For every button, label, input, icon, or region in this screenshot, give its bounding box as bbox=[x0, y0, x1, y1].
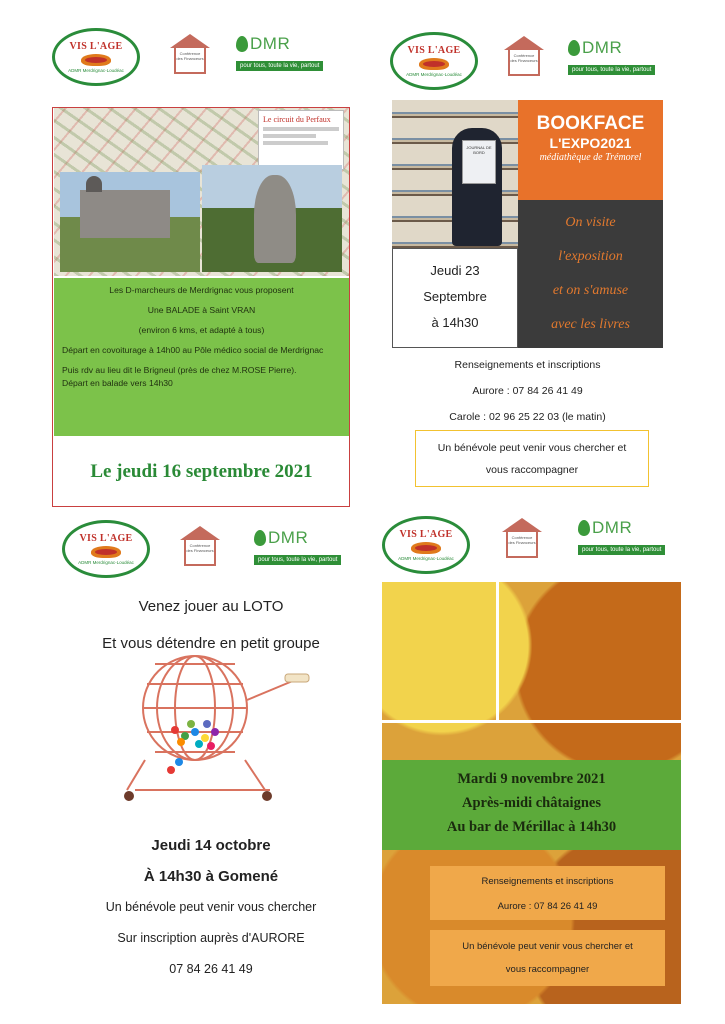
chataignes-volunteer-note: Un bénévole peut venir vous chercher et vous raccompagner bbox=[430, 930, 665, 986]
visage-logo: VIS L'AGE ADMR Merdrignac-Loudéac bbox=[390, 32, 478, 90]
flame-icon bbox=[568, 40, 580, 56]
bookface-volunteer-note: Un bénévole peut venir vous chercher et vous raccompagner bbox=[415, 430, 649, 487]
house-logo: Conférence des Financeurs bbox=[504, 36, 544, 80]
leaf-icon bbox=[81, 54, 111, 66]
visage-logo: VIS L'AGE ADMR Merdrignac-Loudéac bbox=[382, 516, 470, 574]
bookface-header: BOOKFACE L'EXPO2021 médiathèque de Trémorel bbox=[518, 100, 663, 200]
chataignes-title: Mardi 9 novembre 2021 Après-midi châtaignes Au bar de Mérillac à 14h30 bbox=[382, 760, 681, 850]
house-icon bbox=[502, 518, 542, 532]
flame-icon bbox=[578, 520, 590, 536]
house-logo: Conférence des Financeurs bbox=[170, 34, 210, 78]
book-cover: JOURNAL DE BORD bbox=[462, 140, 496, 184]
visage-logo: VIS L'AGE ADMR Merdrignac-Loudéac bbox=[62, 520, 150, 578]
house-logo: Conférence des Financeurs bbox=[502, 518, 542, 562]
logo-row-3 bbox=[62, 520, 362, 582]
bookface-tagline: On visite l'exposition et on s'amuse avec les livres bbox=[518, 200, 663, 348]
flame-icon bbox=[236, 36, 248, 52]
map-legend-card: Le circuit du Perfaux bbox=[258, 110, 344, 170]
chataignes-contact: Renseignements et inscriptions Aurore : 07 84 26 41 49 bbox=[430, 866, 665, 920]
admr-logo: DMR pour tous, toute la vie, partout bbox=[568, 38, 668, 78]
logo-row-2 bbox=[390, 32, 690, 94]
leaf-icon bbox=[419, 58, 449, 70]
logo-row-1 bbox=[52, 28, 352, 90]
visage-logo: VIS L'AGE ADMR Merdrignac-Loudéac bbox=[52, 28, 140, 86]
logo-row-4 bbox=[382, 516, 682, 578]
admr-logo: DMR pour tous, toute la vie, partout bbox=[236, 34, 336, 74]
bingo-cage-icon bbox=[115, 640, 315, 810]
admr-logo: DMR pour tous, toute la vie, partout bbox=[254, 528, 354, 568]
loto-details: Jeudi 14 octobre À 14h30 à Gomené Un bénévole peut venir vous chercher Sur inscription auprès d'AURORE 07 84 26 41 49 bbox=[105, 837, 317, 976]
balade-description: Les D-marcheurs de Merdrignac vous proposent Une BALADE à Saint VRAN (environ 6 kms, et adapté à tous) Départ en covoiturage à 14h00 au Pôle médico social de Merdrignac Puis rdv au lieu dit le Brigneul (près de chez M.ROSE Pierre). Départ en balade vers 14h30 bbox=[54, 278, 349, 436]
leaf-icon bbox=[91, 546, 121, 558]
house-logo: Conférence des Financeurs bbox=[180, 526, 220, 570]
balade-date: Le jeudi 16 septembre 2021 bbox=[90, 460, 313, 482]
flame-icon bbox=[254, 530, 266, 546]
bookface-date: Jeudi 23 Septembre à 14h30 bbox=[392, 248, 518, 348]
leaf-icon bbox=[411, 542, 441, 554]
house-icon bbox=[180, 526, 220, 540]
admr-logo: DMR pour tous, toute la vie, partout bbox=[578, 518, 678, 558]
castle-photo bbox=[60, 172, 200, 272]
house-icon bbox=[170, 34, 210, 48]
loto-intro: Venez jouer au LOTO Et vous détendre en petit groupe bbox=[102, 598, 320, 652]
house-icon bbox=[504, 36, 544, 50]
bookface-contact: Renseignements et inscriptions Aurore : 07 84 26 41 49 Carole : 02 96 25 22 03 (le matin) bbox=[449, 359, 606, 423]
menhir-photo bbox=[202, 165, 342, 272]
